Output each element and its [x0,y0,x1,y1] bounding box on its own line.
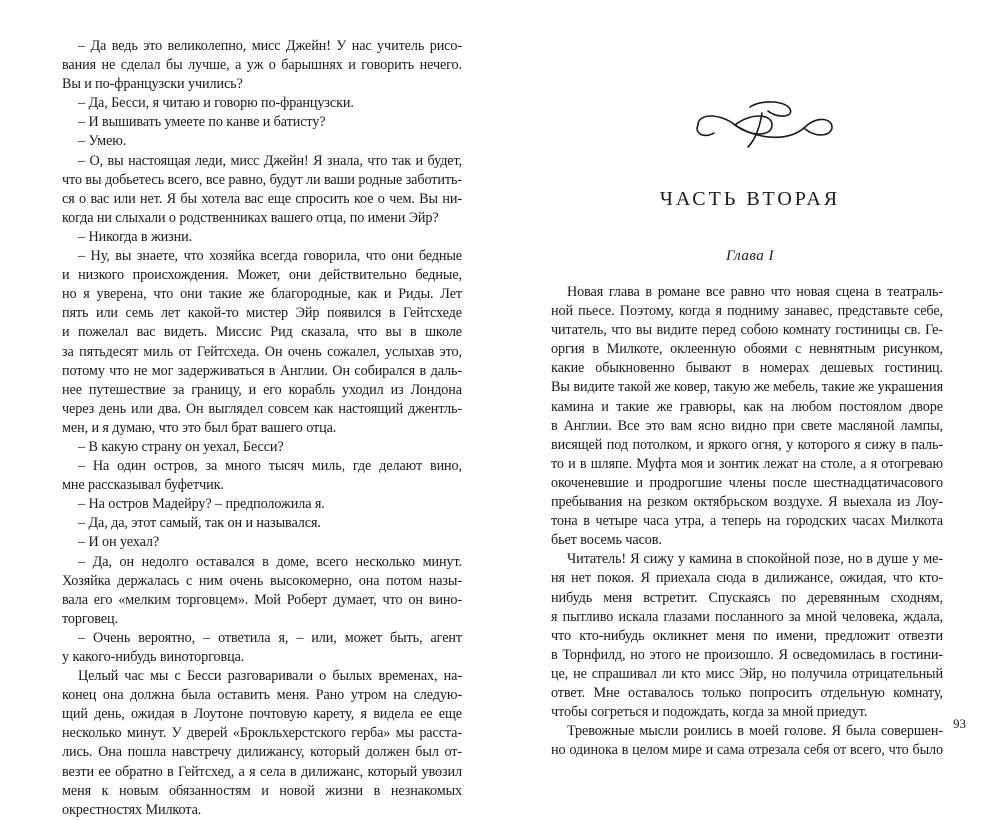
text-line: Вы видите такой же ковер, такую же мебель, такие же украшения [551,379,943,396]
text-line: когда ни слыхали о родственниках вашего отца, по имени Эйр? [62,209,439,226]
text-line: щий день, ожидая в Лоутоне почтовую карету, я видела ее еще [62,706,462,723]
text-line: какие обыкновенно бывают в номерах дешевых гостиниц. [551,360,943,377]
right-page-text [551,283,943,760]
left-page [0,0,500,818]
text-line: Целый час мы с Бесси разговаривали о былых временах, на- [78,668,462,685]
right-page [500,0,1000,759]
text-line: в Англии. Все это вам ясно видно при свете масляной лампы, [551,417,943,434]
text-line: – В какую страну он уехал, Бесси? [78,438,284,455]
text-line: то и в шляпе. Муфта моя и зонтик лежат на столе, а я отогреваю [551,455,943,472]
text-line: вания не сделал бы лучше, а уж о барышнях и говорить нечего. [62,57,462,74]
page-number: 93 [953,716,966,731]
text-line: – Да, да, этот самый, так он и назывался. [78,515,321,532]
text-line: висящей под потолком, и яркого огня, у которого я сижу в паль- [551,436,943,453]
text-line: лись. Она пошла навстречу дилижансу, который должен был от- [62,744,462,761]
text-line: у какого-нибудь виноторговца. [62,649,245,665]
text-line: Читатель! Я сижу у камина в спокойной позе, но в душе у ме- [567,551,943,568]
text-line: и пожелал вас видеть. Миссис Рид сказала, что вы в школе [62,324,462,341]
text-line: но я уверена, что они такие же благородные, как и Риды. Лет [62,286,462,303]
text-line: ся о вас или нет. Я бы хотела вас еще спросить кое о чем. Вы ни- [62,190,462,207]
text-line: везти ее обратно в Гейтсхед, а я села в дилижанс, который увозил [62,763,462,780]
text-line: конец она должна была оставить меня. Рано утром на следую- [62,687,462,704]
text-line: – Умею. [78,133,127,150]
text-line: бьет восемь часов. [551,532,662,549]
text-line: мен, и я думаю, что это был брат вашего отца. [62,419,337,436]
text-line: вала его «мелким торговцем». Мой Роберт думает, что он вино- [62,591,462,608]
text-line: це, не спрашивал ли кто мисс Эйр, но получила отрицательный [551,665,943,682]
text-line: – Очень вероятно, – ответила я, – или, может быть, агент [78,629,462,646]
text-line: нибудь меня встретит. Спускаясь по деревянным сходням, [551,589,943,606]
text-line: в Торнфилд, но этого не произошло. Я осведомилась в гостини- [551,646,943,663]
text-line: и низкого происхождения. Может, они действительно бедные, [62,267,462,284]
text-line: читатель, что вы видите перед собою комнату гостиницы св. Ге- [551,322,943,339]
text-line: тона в четыре часа утра, а теперь на городских часах Милкота [551,513,943,530]
text-line: – О, вы настоящая леди, мисс Джейн! Я знала, что так и будет, [78,152,462,169]
text-line: Тревожные мысли роились в моей голове. Я была совершен- [567,723,943,740]
text-line: – И он уехал? [78,534,160,551]
text-line: окоченевшие и продрогшие члены после шестнадцатичасового [551,474,943,491]
text-line: – На остров Мадейру? – предположила я. [78,496,325,513]
text-line: пять или семь лет какой-то мистер Эйр появился в Гейтсхеде [62,305,462,322]
text-line: за пятьдесят миль от Гейтсхеда. Он очень сожалел, услыхав это, [62,343,462,360]
text-line: чтобы согреться и подождать, когда за мной приедут. [551,704,868,721]
text-line: но одинока в целом мире и сама отрезала себя от всего, что было [551,742,943,759]
text-line: ной пьесе. Поэтому, когда я подниму занавес, представьте себе, [551,303,943,320]
text-line: – И вышивать умеете по канве и батисту? [78,114,326,131]
chapter-title: Глава I [725,248,775,264]
text-line: – Да, он недолго оставался в доме, всего несколько минут. [78,553,462,570]
text-line: через день или два. Он выглядел совсем как настоящий джентль- [62,400,462,417]
text-line: что кто-нибудь окликнет меня по имени, предложит отвезти [551,627,943,644]
text-line: – Да ведь это великолепно, мисс Джейн! У нас учитель рисо- [78,38,462,54]
text-line: – Да, Бесси, я читаю и говорю по-французски. [78,95,354,112]
text-line: меня к новым обязанностям и новой жизни в незнакомых [62,782,462,799]
text-line: нее путешествие за границу, и его корабль уходил из Лондона [62,381,462,398]
text-line: потому что не мог задерживаться в Англии. Он собирался в даль- [62,362,462,379]
text-line: торговец. [62,610,118,627]
text-line: Вы и по-французски учились? [62,76,243,93]
text-line: – Ну, вы знаете, что хозяйка всегда говорила, что они бедные [78,248,462,265]
text-line: я пытливо искала глазами посланного за мной человека, ждала, [551,608,943,625]
text-line: мне рассказывал буфетчик. [62,477,224,494]
text-line: Новая глава в романе все равно что новая сцена в театраль- [567,284,943,300]
text-line: – На один остров, за много тысяч миль, где делают вино, [78,458,462,475]
text-line: окрестностях Милкота. [62,801,202,818]
text-line: оргия в Милкоте, оклеенную обоями с невнятным рисунком, [551,341,943,358]
text-line: камина и такие же гравюры, как на любом постоялом дворе [551,398,943,415]
left-page-text [62,37,462,820]
part-title: ЧАСТЬ ВТОРАЯ [659,188,841,210]
text-line: – Никогда в жизни. [78,228,193,245]
flourish-ornament-icon [690,95,840,155]
text-line: несколько минут. У дверей «Брокльхерстского герба» мы расста- [62,725,462,742]
text-line: Хозяйка держалась с ним очень высокомерно, она потом назы- [62,572,462,589]
text-line: ня нет покоя. Я приехала сюда в дилижансе, ожидая, что кто- [551,570,943,587]
text-line: ответ. Мне оставалось только попросить отдельную комнату, [551,684,943,701]
text-line: пребывания на резком октябрьском воздухе. Я выехала из Лоу- [551,494,943,511]
text-line: что вы добьетесь всего, все равно, будут ли ваши родные заботить- [62,171,462,188]
